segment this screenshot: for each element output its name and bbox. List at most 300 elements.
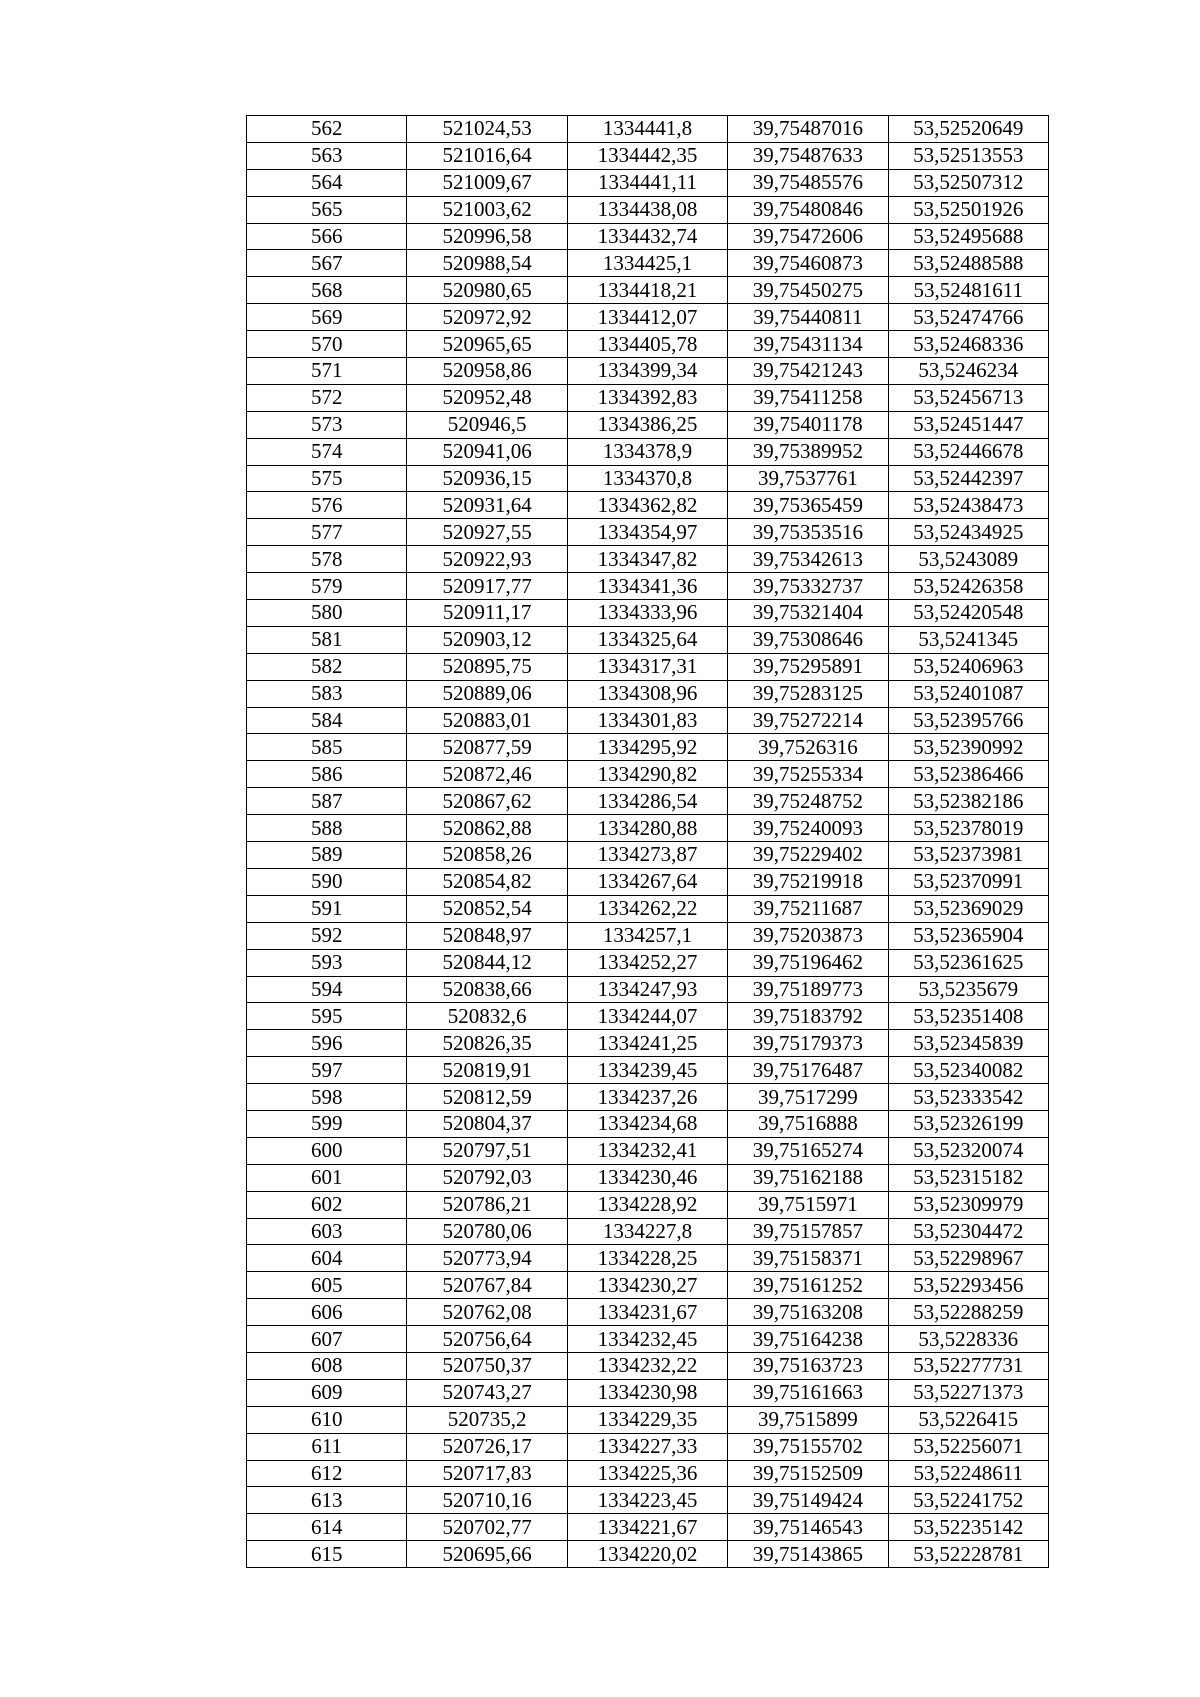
point-number-cell: 564 — [247, 169, 407, 196]
longitude-cell: 39,75152509 — [728, 1460, 888, 1487]
point-number-cell: 565 — [247, 196, 407, 223]
latitude-cell: 53,52271373 — [888, 1379, 1048, 1406]
x-coordinate-cell: 520936,15 — [407, 465, 567, 492]
table-row — [247, 653, 1049, 680]
table-row — [247, 1541, 1049, 1568]
table-row — [247, 1137, 1049, 1164]
y-coordinate-cell: 1334229,35 — [567, 1406, 727, 1433]
latitude-cell: 53,52390992 — [888, 734, 1048, 761]
latitude-cell: 53,52426358 — [888, 573, 1048, 600]
x-coordinate-cell: 520750,37 — [407, 1352, 567, 1379]
y-coordinate-cell: 1334241,25 — [567, 1030, 727, 1057]
x-coordinate-cell: 520895,75 — [407, 653, 567, 680]
y-coordinate-cell: 1334392,83 — [567, 384, 727, 411]
x-coordinate-cell: 520988,54 — [407, 250, 567, 277]
longitude-cell: 39,75211687 — [728, 895, 888, 922]
point-number-cell: 578 — [247, 546, 407, 573]
table-row — [247, 1433, 1049, 1460]
longitude-cell: 39,75163723 — [728, 1352, 888, 1379]
latitude-cell: 53,52438473 — [888, 492, 1048, 519]
latitude-cell: 53,5246234 — [888, 358, 1048, 385]
y-coordinate-cell: 1334227,8 — [567, 1218, 727, 1245]
x-coordinate-cell: 520702,77 — [407, 1514, 567, 1541]
table-row — [247, 1460, 1049, 1487]
table-row — [247, 519, 1049, 546]
y-coordinate-cell: 1334425,1 — [567, 250, 727, 277]
point-number-cell: 570 — [247, 331, 407, 358]
y-coordinate-cell: 1334227,33 — [567, 1433, 727, 1460]
x-coordinate-cell: 520743,27 — [407, 1379, 567, 1406]
table-row — [247, 223, 1049, 250]
y-coordinate-cell: 1334280,88 — [567, 815, 727, 842]
x-coordinate-cell: 520797,51 — [407, 1137, 567, 1164]
table-row — [247, 734, 1049, 761]
point-number-cell: 567 — [247, 250, 407, 277]
x-coordinate-cell: 520804,37 — [407, 1110, 567, 1137]
point-number-cell: 571 — [247, 358, 407, 385]
y-coordinate-cell: 1334405,78 — [567, 331, 727, 358]
latitude-cell: 53,52501926 — [888, 196, 1048, 223]
x-coordinate-cell: 520710,16 — [407, 1487, 567, 1514]
x-coordinate-cell: 520735,2 — [407, 1406, 567, 1433]
y-coordinate-cell: 1334231,67 — [567, 1299, 727, 1326]
latitude-cell: 53,52256071 — [888, 1433, 1048, 1460]
y-coordinate-cell: 1334295,92 — [567, 734, 727, 761]
point-number-cell: 596 — [247, 1030, 407, 1057]
longitude-cell: 39,75146543 — [728, 1514, 888, 1541]
latitude-cell: 53,5235679 — [888, 976, 1048, 1003]
latitude-cell: 53,52288259 — [888, 1299, 1048, 1326]
y-coordinate-cell: 1334286,54 — [567, 788, 727, 815]
longitude-cell: 39,75163208 — [728, 1299, 888, 1326]
latitude-cell: 53,52340082 — [888, 1057, 1048, 1084]
table-row — [247, 976, 1049, 1003]
table-row — [247, 250, 1049, 277]
point-number-cell: 610 — [247, 1406, 407, 1433]
latitude-cell: 53,52446678 — [888, 438, 1048, 465]
table-row — [247, 492, 1049, 519]
x-coordinate-cell: 520958,86 — [407, 358, 567, 385]
longitude-cell: 39,7515971 — [728, 1191, 888, 1218]
x-coordinate-cell: 520792,03 — [407, 1164, 567, 1191]
longitude-cell: 39,75143865 — [728, 1541, 888, 1568]
latitude-cell: 53,52395766 — [888, 707, 1048, 734]
table-row — [247, 116, 1049, 143]
x-coordinate-cell: 520941,06 — [407, 438, 567, 465]
x-coordinate-cell: 520819,91 — [407, 1057, 567, 1084]
point-number-cell: 606 — [247, 1299, 407, 1326]
latitude-cell: 53,52474766 — [888, 304, 1048, 331]
point-number-cell: 586 — [247, 761, 407, 788]
point-number-cell: 562 — [247, 116, 407, 143]
y-coordinate-cell: 1334317,31 — [567, 653, 727, 680]
table-row — [247, 169, 1049, 196]
longitude-cell: 39,75353516 — [728, 519, 888, 546]
table-row — [247, 1514, 1049, 1541]
point-number-cell: 603 — [247, 1218, 407, 1245]
table-row — [247, 626, 1049, 653]
point-number-cell: 587 — [247, 788, 407, 815]
latitude-cell: 53,52320074 — [888, 1137, 1048, 1164]
point-number-cell: 577 — [247, 519, 407, 546]
longitude-cell: 39,75431134 — [728, 331, 888, 358]
x-coordinate-cell: 520756,64 — [407, 1326, 567, 1353]
latitude-cell: 53,52248611 — [888, 1460, 1048, 1487]
table-row — [247, 1379, 1049, 1406]
longitude-cell: 39,75332737 — [728, 573, 888, 600]
y-coordinate-cell: 1334333,96 — [567, 600, 727, 627]
point-number-cell: 583 — [247, 680, 407, 707]
point-number-cell: 574 — [247, 438, 407, 465]
latitude-cell: 53,52495688 — [888, 223, 1048, 250]
x-coordinate-cell: 520877,59 — [407, 734, 567, 761]
latitude-cell: 53,52304472 — [888, 1218, 1048, 1245]
longitude-cell: 39,75158371 — [728, 1245, 888, 1272]
table-row — [247, 358, 1049, 385]
y-coordinate-cell: 1334418,21 — [567, 277, 727, 304]
point-number-cell: 609 — [247, 1379, 407, 1406]
latitude-cell: 53,52315182 — [888, 1164, 1048, 1191]
point-number-cell: 579 — [247, 573, 407, 600]
longitude-cell: 39,75480846 — [728, 196, 888, 223]
longitude-cell: 39,75203873 — [728, 922, 888, 949]
point-number-cell: 588 — [247, 815, 407, 842]
x-coordinate-cell: 520848,97 — [407, 922, 567, 949]
y-coordinate-cell: 1334325,64 — [567, 626, 727, 653]
x-coordinate-cell: 520927,55 — [407, 519, 567, 546]
y-coordinate-cell: 1334239,45 — [567, 1057, 727, 1084]
y-coordinate-cell: 1334412,07 — [567, 304, 727, 331]
coordinates-table — [246, 115, 1049, 1568]
longitude-cell: 39,75157857 — [728, 1218, 888, 1245]
point-number-cell: 611 — [247, 1433, 407, 1460]
y-coordinate-cell: 1334244,07 — [567, 1003, 727, 1030]
y-coordinate-cell: 1334362,82 — [567, 492, 727, 519]
x-coordinate-cell: 520872,46 — [407, 761, 567, 788]
point-number-cell: 590 — [247, 868, 407, 895]
x-coordinate-cell: 520911,17 — [407, 600, 567, 627]
x-coordinate-cell: 520844,12 — [407, 949, 567, 976]
y-coordinate-cell: 1334438,08 — [567, 196, 727, 223]
latitude-cell: 53,52365904 — [888, 922, 1048, 949]
longitude-cell: 39,75440811 — [728, 304, 888, 331]
latitude-cell: 53,52228781 — [888, 1541, 1048, 1568]
x-coordinate-cell: 520980,65 — [407, 277, 567, 304]
point-number-cell: 584 — [247, 707, 407, 734]
point-number-cell: 594 — [247, 976, 407, 1003]
point-number-cell: 566 — [247, 223, 407, 250]
y-coordinate-cell: 1334441,8 — [567, 116, 727, 143]
y-coordinate-cell: 1334223,45 — [567, 1487, 727, 1514]
longitude-cell: 39,75321404 — [728, 600, 888, 627]
longitude-cell: 39,75229402 — [728, 842, 888, 869]
point-number-cell: 605 — [247, 1272, 407, 1299]
point-number-cell: 592 — [247, 922, 407, 949]
point-number-cell: 580 — [247, 600, 407, 627]
point-number-cell: 581 — [247, 626, 407, 653]
table-row — [247, 438, 1049, 465]
point-number-cell: 597 — [247, 1057, 407, 1084]
latitude-cell: 53,52513553 — [888, 142, 1048, 169]
point-number-cell: 595 — [247, 1003, 407, 1030]
latitude-cell: 53,5243089 — [888, 546, 1048, 573]
x-coordinate-cell: 520952,48 — [407, 384, 567, 411]
x-coordinate-cell: 521024,53 — [407, 116, 567, 143]
table-row — [247, 1084, 1049, 1111]
latitude-cell: 53,52456713 — [888, 384, 1048, 411]
latitude-cell: 53,52401087 — [888, 680, 1048, 707]
y-coordinate-cell: 1334301,83 — [567, 707, 727, 734]
y-coordinate-cell: 1334252,27 — [567, 949, 727, 976]
table-row — [247, 895, 1049, 922]
y-coordinate-cell: 1334237,26 — [567, 1084, 727, 1111]
y-coordinate-cell: 1334232,22 — [567, 1352, 727, 1379]
longitude-cell: 39,7537761 — [728, 465, 888, 492]
x-coordinate-cell: 520838,66 — [407, 976, 567, 1003]
table-row — [247, 1272, 1049, 1299]
y-coordinate-cell: 1334221,67 — [567, 1514, 727, 1541]
latitude-cell: 53,52333542 — [888, 1084, 1048, 1111]
y-coordinate-cell: 1334257,1 — [567, 922, 727, 949]
point-number-cell: 612 — [247, 1460, 407, 1487]
latitude-cell: 53,52481611 — [888, 277, 1048, 304]
table-row — [247, 465, 1049, 492]
y-coordinate-cell: 1334230,98 — [567, 1379, 727, 1406]
longitude-cell: 39,75164238 — [728, 1326, 888, 1353]
longitude-cell: 39,75149424 — [728, 1487, 888, 1514]
x-coordinate-cell: 520931,64 — [407, 492, 567, 519]
latitude-cell: 53,52277731 — [888, 1352, 1048, 1379]
y-coordinate-cell: 1334399,34 — [567, 358, 727, 385]
y-coordinate-cell: 1334234,68 — [567, 1110, 727, 1137]
point-number-cell: 608 — [247, 1352, 407, 1379]
longitude-cell: 39,75162188 — [728, 1164, 888, 1191]
latitude-cell: 53,52235142 — [888, 1514, 1048, 1541]
x-coordinate-cell: 520903,12 — [407, 626, 567, 653]
table-row — [247, 1191, 1049, 1218]
coordinates-table-body — [247, 116, 1049, 1568]
table-row — [247, 1110, 1049, 1137]
point-number-cell: 599 — [247, 1110, 407, 1137]
longitude-cell: 39,75450275 — [728, 277, 888, 304]
point-number-cell: 613 — [247, 1487, 407, 1514]
longitude-cell: 39,75155702 — [728, 1433, 888, 1460]
longitude-cell: 39,75272214 — [728, 707, 888, 734]
table-row — [247, 788, 1049, 815]
latitude-cell: 53,52451447 — [888, 411, 1048, 438]
longitude-cell: 39,7516888 — [728, 1110, 888, 1137]
latitude-cell: 53,52382186 — [888, 788, 1048, 815]
table-row — [247, 1218, 1049, 1245]
longitude-cell: 39,75389952 — [728, 438, 888, 465]
latitude-cell: 53,52468336 — [888, 331, 1048, 358]
y-coordinate-cell: 1334273,87 — [567, 842, 727, 869]
point-number-cell: 575 — [247, 465, 407, 492]
table-row — [247, 868, 1049, 895]
table-row — [247, 922, 1049, 949]
y-coordinate-cell: 1334225,36 — [567, 1460, 727, 1487]
table-row — [247, 815, 1049, 842]
latitude-cell: 53,52326199 — [888, 1110, 1048, 1137]
x-coordinate-cell: 520695,66 — [407, 1541, 567, 1568]
latitude-cell: 53,52298967 — [888, 1245, 1048, 1272]
y-coordinate-cell: 1334441,11 — [567, 169, 727, 196]
table-row — [247, 761, 1049, 788]
point-number-cell: 568 — [247, 277, 407, 304]
point-number-cell: 593 — [247, 949, 407, 976]
latitude-cell: 53,52378019 — [888, 815, 1048, 842]
table-row — [247, 680, 1049, 707]
latitude-cell: 53,5226415 — [888, 1406, 1048, 1433]
latitude-cell: 53,52507312 — [888, 169, 1048, 196]
longitude-cell: 39,75460873 — [728, 250, 888, 277]
y-coordinate-cell: 1334354,97 — [567, 519, 727, 546]
latitude-cell: 53,52369029 — [888, 895, 1048, 922]
longitude-cell: 39,75161663 — [728, 1379, 888, 1406]
table-row — [247, 1352, 1049, 1379]
point-number-cell: 598 — [247, 1084, 407, 1111]
table-row — [247, 1164, 1049, 1191]
point-number-cell: 601 — [247, 1164, 407, 1191]
x-coordinate-cell: 520812,59 — [407, 1084, 567, 1111]
point-number-cell: 615 — [247, 1541, 407, 1568]
table-row — [247, 1003, 1049, 1030]
longitude-cell: 39,75421243 — [728, 358, 888, 385]
table-row — [247, 384, 1049, 411]
longitude-cell: 39,75248752 — [728, 788, 888, 815]
latitude-cell: 53,52406963 — [888, 653, 1048, 680]
table-row — [247, 411, 1049, 438]
y-coordinate-cell: 1334308,96 — [567, 680, 727, 707]
latitude-cell: 53,52241752 — [888, 1487, 1048, 1514]
longitude-cell: 39,75401178 — [728, 411, 888, 438]
y-coordinate-cell: 1334290,82 — [567, 761, 727, 788]
x-coordinate-cell: 520726,17 — [407, 1433, 567, 1460]
point-number-cell: 604 — [247, 1245, 407, 1272]
longitude-cell: 39,75189773 — [728, 976, 888, 1003]
point-number-cell: 602 — [247, 1191, 407, 1218]
latitude-cell: 53,52520649 — [888, 116, 1048, 143]
latitude-cell: 53,52386466 — [888, 761, 1048, 788]
longitude-cell: 39,75183792 — [728, 1003, 888, 1030]
table-row — [247, 573, 1049, 600]
point-number-cell: 573 — [247, 411, 407, 438]
y-coordinate-cell: 1334228,92 — [567, 1191, 727, 1218]
x-coordinate-cell: 520854,82 — [407, 868, 567, 895]
longitude-cell: 39,75342613 — [728, 546, 888, 573]
y-coordinate-cell: 1334378,9 — [567, 438, 727, 465]
y-coordinate-cell: 1334347,82 — [567, 546, 727, 573]
x-coordinate-cell: 520832,6 — [407, 1003, 567, 1030]
table-row — [247, 1057, 1049, 1084]
longitude-cell: 39,75283125 — [728, 680, 888, 707]
table-row — [247, 949, 1049, 976]
longitude-cell: 39,75485576 — [728, 169, 888, 196]
y-coordinate-cell: 1334442,35 — [567, 142, 727, 169]
y-coordinate-cell: 1334230,46 — [567, 1164, 727, 1191]
point-number-cell: 591 — [247, 895, 407, 922]
latitude-cell: 53,52373981 — [888, 842, 1048, 869]
longitude-cell: 39,75196462 — [728, 949, 888, 976]
longitude-cell: 39,7515899 — [728, 1406, 888, 1433]
latitude-cell: 53,52434925 — [888, 519, 1048, 546]
x-coordinate-cell: 520889,06 — [407, 680, 567, 707]
y-coordinate-cell: 1334247,93 — [567, 976, 727, 1003]
point-number-cell: 582 — [247, 653, 407, 680]
x-coordinate-cell: 520917,77 — [407, 573, 567, 600]
x-coordinate-cell: 520972,92 — [407, 304, 567, 331]
x-coordinate-cell: 520717,83 — [407, 1460, 567, 1487]
longitude-cell: 39,75411258 — [728, 384, 888, 411]
longitude-cell: 39,7517299 — [728, 1084, 888, 1111]
longitude-cell: 39,75487016 — [728, 116, 888, 143]
longitude-cell: 39,75472606 — [728, 223, 888, 250]
longitude-cell: 39,75219918 — [728, 868, 888, 895]
x-coordinate-cell: 520826,35 — [407, 1030, 567, 1057]
x-coordinate-cell: 520996,58 — [407, 223, 567, 250]
latitude-cell: 53,52309979 — [888, 1191, 1048, 1218]
y-coordinate-cell: 1334230,27 — [567, 1272, 727, 1299]
y-coordinate-cell: 1334370,8 — [567, 465, 727, 492]
table-row — [247, 1245, 1049, 1272]
table-row — [247, 304, 1049, 331]
x-coordinate-cell: 520780,06 — [407, 1218, 567, 1245]
x-coordinate-cell: 520762,08 — [407, 1299, 567, 1326]
table-row — [247, 142, 1049, 169]
table-row — [247, 1030, 1049, 1057]
x-coordinate-cell: 520867,62 — [407, 788, 567, 815]
x-coordinate-cell: 520862,88 — [407, 815, 567, 842]
point-number-cell: 569 — [247, 304, 407, 331]
table-row — [247, 331, 1049, 358]
x-coordinate-cell: 520858,26 — [407, 842, 567, 869]
longitude-cell: 39,75165274 — [728, 1137, 888, 1164]
latitude-cell: 53,52361625 — [888, 949, 1048, 976]
x-coordinate-cell: 520767,84 — [407, 1272, 567, 1299]
latitude-cell: 53,52488588 — [888, 250, 1048, 277]
longitude-cell: 39,75176487 — [728, 1057, 888, 1084]
latitude-cell: 53,52442397 — [888, 465, 1048, 492]
latitude-cell: 53,52420548 — [888, 600, 1048, 627]
longitude-cell: 39,75179373 — [728, 1030, 888, 1057]
table-row — [247, 1299, 1049, 1326]
point-number-cell: 614 — [247, 1514, 407, 1541]
y-coordinate-cell: 1334232,45 — [567, 1326, 727, 1353]
x-coordinate-cell: 521003,62 — [407, 196, 567, 223]
table-row — [247, 842, 1049, 869]
x-coordinate-cell: 520883,01 — [407, 707, 567, 734]
y-coordinate-cell: 1334432,74 — [567, 223, 727, 250]
x-coordinate-cell: 520852,54 — [407, 895, 567, 922]
longitude-cell: 39,75308646 — [728, 626, 888, 653]
table-row — [247, 707, 1049, 734]
y-coordinate-cell: 1334220,02 — [567, 1541, 727, 1568]
point-number-cell: 600 — [247, 1137, 407, 1164]
y-coordinate-cell: 1334267,64 — [567, 868, 727, 895]
table-row — [247, 1326, 1049, 1353]
y-coordinate-cell: 1334232,41 — [567, 1137, 727, 1164]
latitude-cell: 53,52345839 — [888, 1030, 1048, 1057]
y-coordinate-cell: 1334262,22 — [567, 895, 727, 922]
x-coordinate-cell: 521016,64 — [407, 142, 567, 169]
point-number-cell: 572 — [247, 384, 407, 411]
x-coordinate-cell: 520773,94 — [407, 1245, 567, 1272]
table-row — [247, 196, 1049, 223]
x-coordinate-cell: 520922,93 — [407, 546, 567, 573]
point-number-cell: 576 — [247, 492, 407, 519]
longitude-cell: 39,75161252 — [728, 1272, 888, 1299]
point-number-cell: 585 — [247, 734, 407, 761]
